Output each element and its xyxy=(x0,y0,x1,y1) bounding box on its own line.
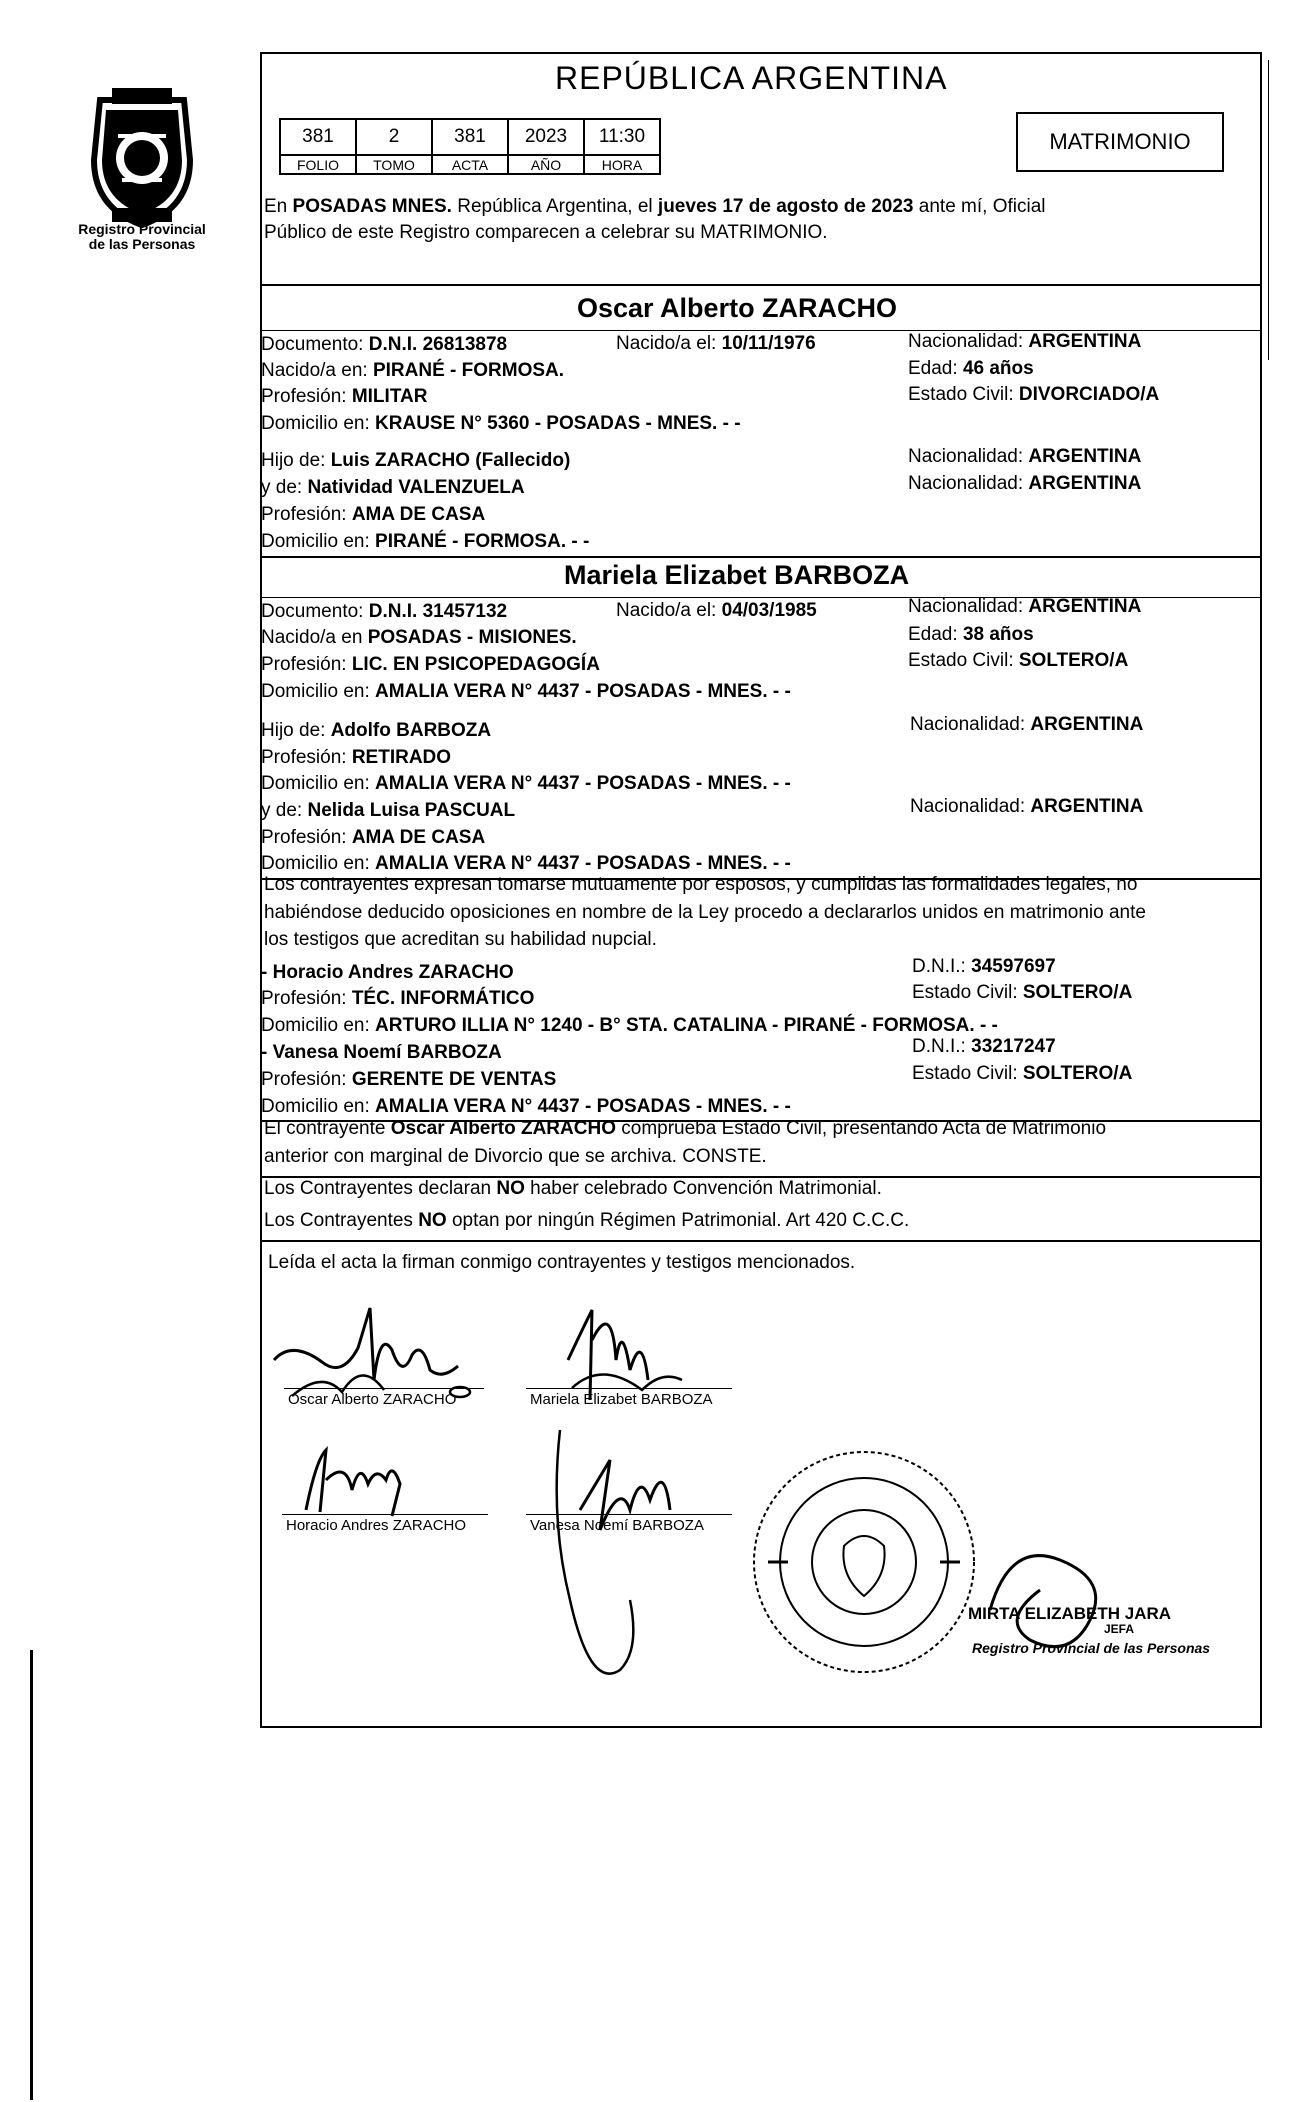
closing-statement: Leída el acta la firman conmigo contrayentes y testigos mencionados. xyxy=(268,1252,856,1273)
year-value: 2023 xyxy=(508,119,584,155)
signature-line xyxy=(526,1514,732,1515)
folio-label: FOLIO xyxy=(280,155,356,174)
registry-name xyxy=(62,222,222,252)
official-title: JEFA xyxy=(1104,1622,1135,1636)
acta-value: 381 xyxy=(432,119,508,155)
witness1-name: - Horacio Andres ZARACHO xyxy=(261,962,514,983)
official-seal-icon xyxy=(748,1446,980,1678)
groom-mother-profession: Profesión: AMA DE CASA xyxy=(261,504,486,525)
groom-birthdate: Nacido/a el: 10/11/1976 xyxy=(616,333,816,354)
witness2-civil-status: Estado Civil: SOLTERO/A xyxy=(912,1063,1133,1084)
witness2-address: Domicilio en: AMALIA VERA N° 4437 - POSADAS - MNES. - - xyxy=(261,1096,791,1117)
bride-profession: Profesión: LIC. EN PSICOPEDAGOGÍA xyxy=(261,654,600,675)
registry-logo xyxy=(78,80,206,230)
groom-address: Domicilio en: KRAUSE N° 5360 - POSADAS - MNES. - - xyxy=(261,413,741,434)
groom-mother-nationality: Nacionalidad: ARGENTINA xyxy=(908,473,1142,494)
note-line1: El contrayente Oscar Alberto ZARACHO comprueba Estado Civil, presentando Acta de Matrimonio xyxy=(264,1118,1107,1139)
signature-line xyxy=(526,1388,732,1389)
provincial-shield-icon xyxy=(78,80,206,230)
hour-value: 11:30 xyxy=(584,119,660,155)
act-type-box: MATRIMONIO xyxy=(1016,112,1224,172)
bride-doc: Documento: D.N.I. 31457132 xyxy=(261,601,508,622)
note-name: Oscar Alberto ZARACHO xyxy=(390,1118,616,1139)
intro-line1: En POSADAS MNES. República Argentina, el jueves 17 de agosto de 2023 ante mí, Oficial xyxy=(264,196,1046,217)
intro-date: jueves 17 de agosto de 2023 xyxy=(657,196,914,217)
scan-edge xyxy=(30,1650,33,2100)
witness2-dni: D.N.I.: 33217247 xyxy=(912,1036,1056,1057)
groom-mother-address: Domicilio en: PIRANÉ - FORMOSA. - - xyxy=(261,531,590,552)
note-line2: anterior con marginal de Divorcio que se archiva. CONSTE. xyxy=(264,1146,767,1167)
witness2-signature-label: Vanesa Noemí BARBOZA xyxy=(530,1517,704,1534)
divider xyxy=(260,1240,1262,1242)
divider xyxy=(260,556,1262,558)
bride-birthdate: Nacido/a el: 04/03/1985 xyxy=(616,600,817,621)
intro-line2: Público de este Registro comparecen a celebrar su MATRIMONIO. xyxy=(264,222,828,243)
bride-signature-label: Mariela Elizabet BARBOZA xyxy=(530,1391,713,1408)
witness1-signature-label: Horacio Andres ZARACHO xyxy=(286,1517,467,1534)
year-label: AÑO xyxy=(508,155,584,174)
groom-nationality: Nacionalidad: ARGENTINA xyxy=(908,331,1142,352)
official-office: Registro Provincial de las Personas xyxy=(972,1640,1211,1656)
bride-name: Mariela Elizabet BARBOZA xyxy=(564,560,910,590)
bride-father-address: Domicilio en: AMALIA VERA N° 4437 - POSADAS - MNES. - - xyxy=(261,773,791,794)
registry-name-line1: Registro Provincial xyxy=(78,221,206,237)
witness1-address: Domicilio en: ARTURO ILLIA N° 1240 - B° STA. CATALINA - PIRANÉ - FORMOSA. - - xyxy=(261,1015,998,1036)
bride-mother-address: Domicilio en: AMALIA VERA N° 4437 - POSADAS - MNES. - - xyxy=(261,853,791,874)
groom-mother: y de: Natividad VALENZUELA xyxy=(261,477,525,498)
groom-age: Edad: 46 años xyxy=(908,358,1034,379)
folio-value: 381 xyxy=(280,119,356,155)
signature-line xyxy=(282,1514,488,1515)
hour-label: HORA xyxy=(584,155,660,174)
divider xyxy=(260,284,1262,286)
groom-signature-label: Oscar Alberto ZARACHO xyxy=(288,1391,457,1408)
bride-mother-profession: Profesión: AMA DE CASA xyxy=(261,827,486,848)
bride-nationality: Nacionalidad: ARGENTINA xyxy=(908,596,1142,617)
declaration-line3: los testigos que acreditan su habilidad nupcial. xyxy=(264,929,657,950)
witness1-dni: D.N.I.: 34597697 xyxy=(912,956,1056,977)
intro-place: POSADAS MNES. xyxy=(292,196,452,217)
witness2-signature xyxy=(530,1400,730,1700)
groom-father: Hijo de: Luis ZARACHO (Fallecido) xyxy=(261,450,571,471)
scan-edge xyxy=(1268,60,1269,360)
groom-profession: Profesión: MILITAR xyxy=(261,386,428,407)
bride-age: Edad: 38 años xyxy=(908,624,1034,645)
declaration-line1: Los contrayentes expresan tomarse mutuamente por esposos, y cumplidas las formalidades legales, no xyxy=(264,874,1138,895)
bride-civil-status: Estado Civil: SOLTERO/A xyxy=(908,650,1129,671)
bride-mother-nationality: Nacionalidad: ARGENTINA xyxy=(910,796,1144,817)
witness2-profession: Profesión: GERENTE DE VENTAS xyxy=(261,1069,557,1090)
bride-father-nationality: Nacionalidad: ARGENTINA xyxy=(910,714,1144,735)
groom-civil-status: Estado Civil: DIVORCIADO/A xyxy=(908,384,1160,405)
witness1-civil-status: Estado Civil: SOLTERO/A xyxy=(912,982,1133,1003)
bride-address: Domicilio en: AMALIA VERA N° 4437 - POSADAS - MNES. - - xyxy=(261,681,791,702)
country-title: REPÚBLICA ARGENTINA xyxy=(555,60,948,96)
declaration-line2: habiéndose deducido oposiciones en nombre de la Ley procedo a declararlos unidos en matrimonio ante xyxy=(264,902,1146,923)
groom-doc: Documento: D.N.I. 26813878 xyxy=(261,334,508,355)
registry-name-line2: de las Personas xyxy=(88,236,196,252)
bride-father: Hijo de: Adolfo BARBOZA xyxy=(261,720,492,741)
witness1-profession: Profesión: TÉC. INFORMÁTICO xyxy=(261,988,535,1009)
groom-father-nationality: Nacionalidad: ARGENTINA xyxy=(908,446,1142,467)
witness1-signature xyxy=(296,1440,436,1520)
witness2-name: - Vanesa Noemí BARBOZA xyxy=(261,1042,502,1063)
bride-father-profession: Profesión: RETIRADO xyxy=(261,747,452,768)
tomo-label: TOMO xyxy=(356,155,432,174)
convention-statement: Los Contrayentes declaran NO haber celebrado Convención Matrimonial. xyxy=(264,1178,882,1199)
bride-birthplace: Nacido/a en POSADAS - MISIONES. xyxy=(261,627,577,648)
regime-statement: Los Contrayentes NO optan por ningún Régimen Patrimonial. Art 420 C.C.C. xyxy=(264,1210,910,1231)
official-name: MIRTA ELIZABETH JARA xyxy=(968,1604,1172,1623)
record-table xyxy=(279,118,661,175)
acta-label: ACTA xyxy=(432,155,508,174)
groom-name: Oscar Alberto ZARACHO xyxy=(577,293,898,323)
signature-line xyxy=(284,1388,484,1389)
tomo-value: 2 xyxy=(356,119,432,155)
bride-mother: y de: Nelida Luisa PASCUAL xyxy=(261,800,516,821)
groom-birthplace: Nacido/a en: PIRANÉ - FORMOSA. xyxy=(261,360,565,381)
